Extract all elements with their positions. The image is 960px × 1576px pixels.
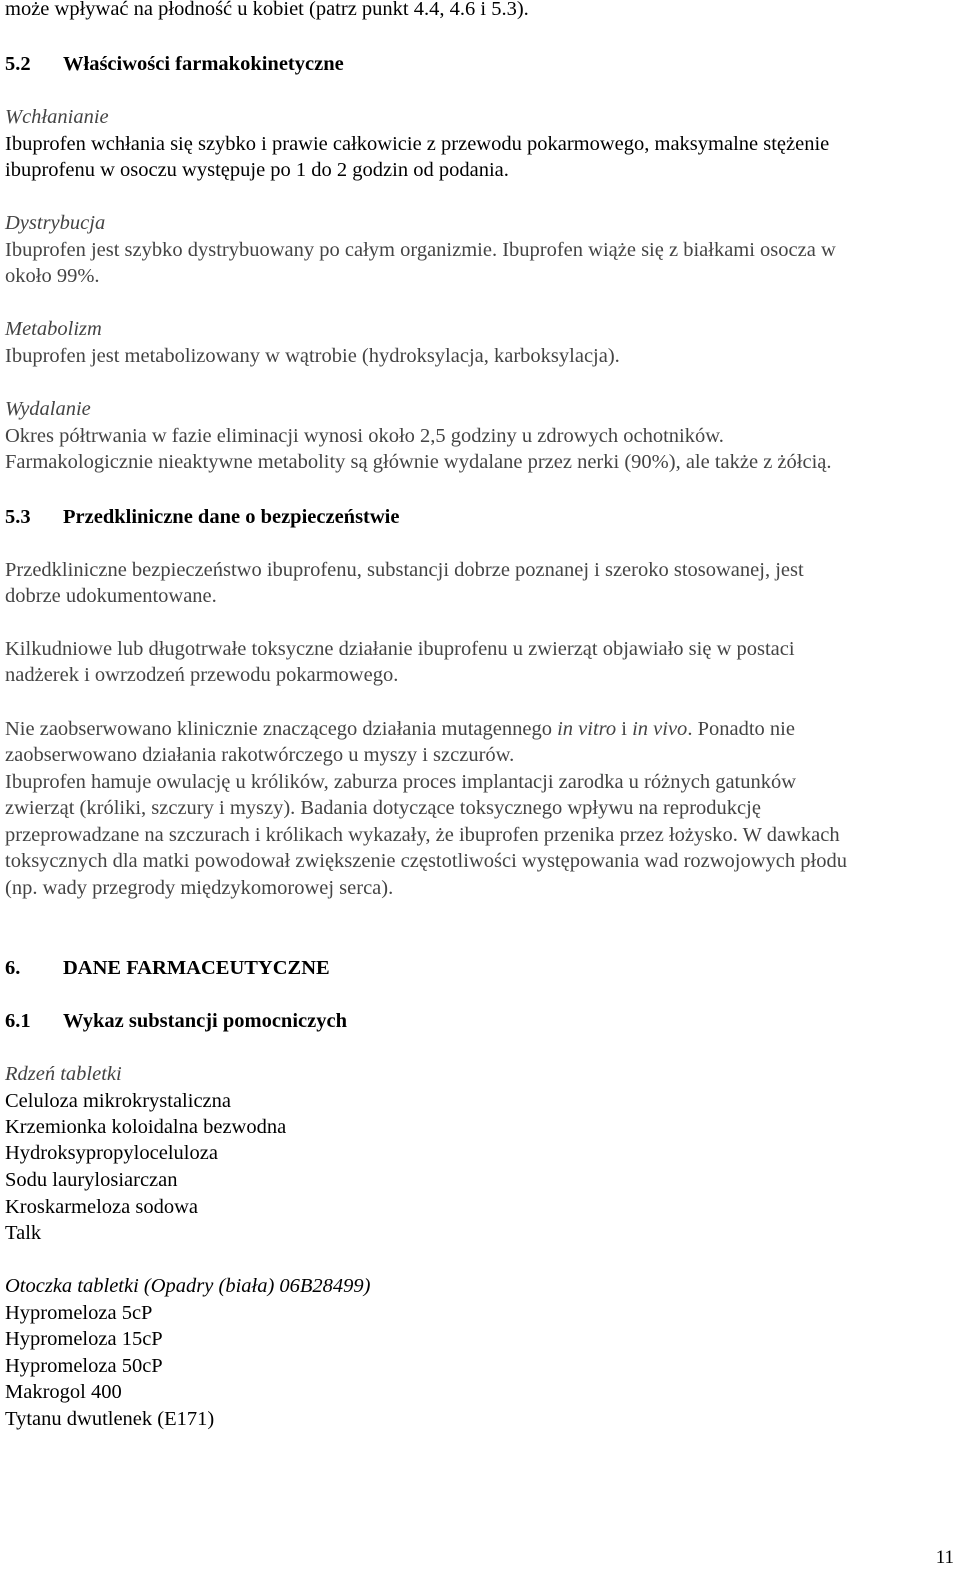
continuation-line: może wpływać na płodność u kobiet (patrz punkt 4.4, 4.6 i 5.3). xyxy=(5,0,529,20)
core-item: Hydroksypropyloceluloza xyxy=(5,1142,218,1164)
preclinical-p2-line-2: nadżerek i owrzodzeń przewodu pokarmowego. xyxy=(5,664,399,686)
p3-in-vivo: in vivo xyxy=(632,718,688,740)
coat-item: Hypromeloza 5cP xyxy=(5,1302,153,1324)
elimination-heading: Wydalanie xyxy=(5,398,91,420)
section-6-1-number: 6.1 xyxy=(5,1010,31,1032)
metabolism-line-1: Ibuprofen jest metabolizowany w wątrobie (hydroksylacja, karboksylacja). xyxy=(5,345,620,367)
page-number: 11 xyxy=(935,1547,954,1568)
core-item: Sodu laurylosiarczan xyxy=(5,1169,178,1191)
core-item: Krzemionka koloidalna bezwodna xyxy=(5,1116,287,1138)
section-6-1-title: Wykaz substancji pomocniczych xyxy=(63,1010,347,1032)
preclinical-p3-line-1 xyxy=(5,716,795,742)
p3-text-a: Nie zaobserwowano klinicznie znaczącego działania mutagennego xyxy=(5,718,558,740)
core-item: Kroskarmeloza sodowa xyxy=(5,1196,198,1218)
preclinical-p1-line-1: Przedkliniczne bezpieczeństwo ibuprofenu, substancji dobrze poznanej i szeroko stosowanej, jest xyxy=(5,559,804,581)
core-item: Celuloza mikrokrystaliczna xyxy=(5,1090,231,1112)
elimination-line-2: Farmakologicznie nieaktywne metabolity są głównie wydalane przez nerki (90%), ale także z żółcią. xyxy=(5,451,832,473)
metabolism-heading: Metabolizm xyxy=(5,318,102,340)
p3-text-c: i xyxy=(616,718,633,740)
distribution-heading: Dystrybucja xyxy=(5,212,106,234)
elimination-line-1: Okres półtrwania w fazie eliminacji wynosi około 2,5 godziny u zdrowych ochotników. xyxy=(5,425,724,447)
preclinical-p4-line-5: (np. wady przegrody międzykomorowej serca). xyxy=(5,877,394,899)
core-heading: Rdzeń tabletki xyxy=(5,1063,122,1085)
p3-in-vitro: in vitro xyxy=(557,718,617,740)
absorption-line-1: Ibuprofen wchłania się szybko i prawie całkowicie z przewodu pokarmowego, maksymalne stężenie xyxy=(5,133,830,155)
coat-heading: Otoczka tabletki (Opadry (biała) 06B28499) xyxy=(5,1275,371,1297)
preclinical-p4-line-4: toksycznych dla matki powodował zwiększenie częstotliwości występowania wad rozwojowych płodu xyxy=(5,850,847,872)
coat-item: Hypromeloza 50cP xyxy=(5,1355,163,1377)
core-item: Talk xyxy=(5,1222,42,1244)
section-5-3-number: 5.3 xyxy=(5,506,31,528)
section-5-2-number: 5.2 xyxy=(5,53,31,75)
coat-item: Tytanu dwutlenek (E171) xyxy=(5,1408,215,1430)
section-6-title: DANE FARMACEUTYCZNE xyxy=(63,957,330,979)
section-5-2-title: Właściwości farmakokinetyczne xyxy=(63,53,344,75)
preclinical-p2-line-1: Kilkudniowe lub długotrwałe toksyczne działanie ibuprofenu u zwierząt objawiało się w postaci xyxy=(5,638,795,660)
absorption-line-2: ibuprofenu w osoczu występuje po 1 do 2 godzin od podania. xyxy=(5,159,509,181)
absorption-heading: Wchłanianie xyxy=(5,106,109,128)
distribution-line-2: około 99%. xyxy=(5,265,100,287)
preclinical-p4-line-2: zwierząt (króliki, szczury i myszy). Badania dotyczące toksycznego wpływu na reprodukcję xyxy=(5,797,761,819)
preclinical-p3-line-2: zaobserwowano działania rakotwórczego u myszy i szczurów. xyxy=(5,744,515,766)
coat-item: Makrogol 400 xyxy=(5,1381,122,1403)
coat-item: Hypromeloza 15cP xyxy=(5,1328,163,1350)
distribution-line-1: Ibuprofen jest szybko dystrybuowany po całym organizmie. Ibuprofen wiąże się z białkami osocza w xyxy=(5,239,836,261)
preclinical-p1-line-2: dobrze udokumentowane. xyxy=(5,585,217,607)
preclinical-p4-line-3: przeprowadzane na szczurach i królikach wykazały, że ibuprofen przenika przez łożysko. W dawkach xyxy=(5,824,840,846)
p3-text-e: . Ponadto nie xyxy=(687,718,795,740)
preclinical-p4-line-1: Ibuprofen hamuje owulację u królików, zaburza proces implantacji zarodka u różnych gatunków xyxy=(5,771,797,793)
section-5-3-title: Przedkliniczne dane o bezpieczeństwie xyxy=(63,506,400,528)
section-6-number: 6. xyxy=(5,957,21,979)
